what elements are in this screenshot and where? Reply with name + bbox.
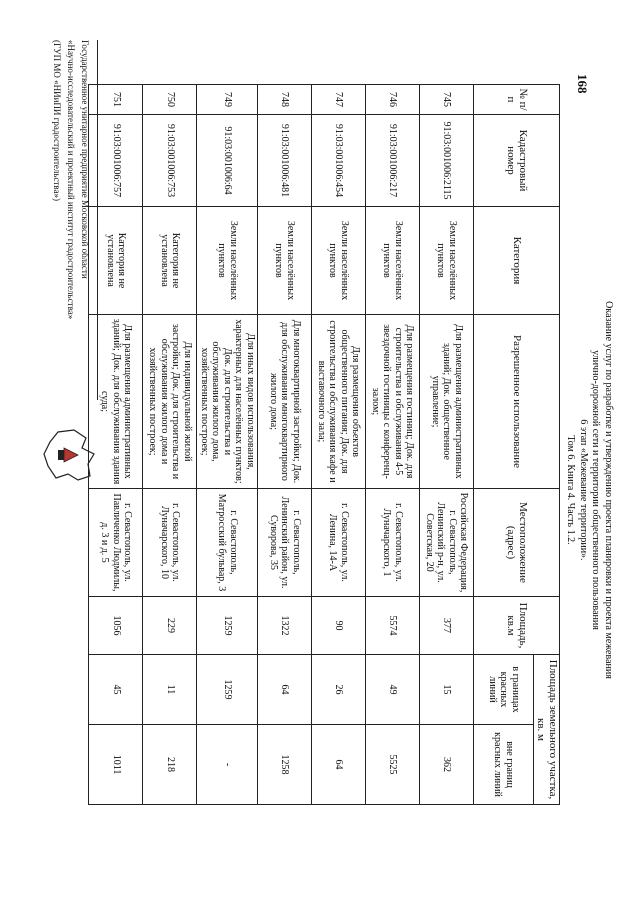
cell-location: г. Севастополь, ул. Луначарского, 1 (366, 489, 420, 597)
cell-use: Для иных видов использования, характерных для населённых пунктов; Док. для строительства и обслуживания жилого дома, хозяйственных построек; (197, 315, 258, 489)
cell-inside: 64 (258, 655, 312, 725)
cell-num: 750 (143, 85, 197, 115)
cell-use: Для многоквартирной застройки; Док. для обслуживания многоквартирного жилого дома; (258, 315, 312, 489)
cell-location: г. Севастополь, ул. Ленина, 14-А (312, 489, 366, 597)
cell-outside: 5525 (366, 725, 420, 805)
cell-location: г. Севастополь, Ленинский район, ул. Суворова, 35 (258, 489, 312, 597)
cell-area: 5574 (366, 597, 420, 655)
cell-outside: - (197, 725, 258, 805)
document-header (564, 250, 614, 730)
cell-location: г. Севастополь, ул. Луначарского, 10 (143, 489, 197, 597)
cell-cadastral: 91:03:001006:757 (89, 115, 143, 207)
header-use: Разрешенное использование (474, 315, 560, 489)
cell-area: 1322 (258, 597, 312, 655)
cell-area: 1259 (197, 597, 258, 655)
table-row (420, 85, 474, 805)
cell-category: Категория не установлена (89, 207, 143, 315)
cell-outside: 64 (312, 725, 366, 805)
cell-category: Земли населённых пунктов (197, 207, 258, 315)
cell-cadastral: 91:03:001006:454 (312, 115, 366, 207)
cell-area: 90 (312, 597, 366, 655)
cell-cadastral: 91:03:001006:217 (366, 115, 420, 207)
land-plot-table (89, 84, 561, 805)
table-row (197, 85, 258, 805)
table-row (366, 85, 420, 805)
cell-num: 747 (312, 85, 366, 115)
cell-inside: 15 (420, 655, 474, 725)
header-line: улично-дорожной сети и территории общественного пользования (590, 350, 602, 630)
footer-line: «Научно-исследовательский и проектный институт градостроительства» (66, 40, 76, 320)
header-line: 6 этап «Межевание территории». (578, 419, 589, 561)
footer-line: (ГУП МО «НИиПИ градостроительства») (52, 40, 62, 202)
cell-num: 748 (258, 85, 312, 115)
cell-num: 749 (197, 85, 258, 115)
cell-use: Для размещения административных зданий; Док. для обслуживания здания суда; (89, 315, 143, 489)
header-line: Оказание услуг по разработке и утверждению проекта планировки и проекта межевания (603, 301, 614, 679)
cell-use: Для размещения объектов общественного питания; Док. для строительства и обслуживания кафе и выставочного зала; (312, 315, 366, 489)
cell-category: Земли населённых пунктов (312, 207, 366, 315)
cell-num: 746 (366, 85, 420, 115)
cell-category: Категория не установлена (143, 207, 197, 315)
cell-cadastral: 91:03:001006:481 (258, 115, 312, 207)
cell-num: 751 (89, 85, 143, 115)
header-num: № п/п (474, 85, 560, 115)
cell-area: 377 (420, 597, 474, 655)
header-area: Площадь, кв.м (474, 597, 560, 655)
cell-category: Земли населённых пунктов (420, 207, 474, 315)
cell-outside: 362 (420, 725, 474, 805)
cell-outside: 1258 (258, 725, 312, 805)
cell-cadastral: 91:03:001006:2115 (420, 115, 474, 207)
cell-cadastral: 91:03:001006:64 (197, 115, 258, 207)
cell-inside: 49 (366, 655, 420, 725)
cell-inside: 45 (89, 655, 143, 725)
table-row (258, 85, 312, 805)
header-inside: в границах красных линий (474, 655, 534, 725)
header-plot-area: Площадь земельного участка, кв. м (534, 655, 560, 805)
cell-location: Российская Федерация, г. Севастополь, Ленинский р-н, ул. Советская, 20 (420, 489, 474, 597)
cell-category: Земли населённых пунктов (258, 207, 312, 315)
cell-outside: 218 (143, 725, 197, 805)
niipi-logo-icon (34, 420, 104, 490)
cell-area: 1056 (89, 597, 143, 655)
cell-inside: 1259 (197, 655, 258, 725)
cell-use: Для индивидуальной жилой застройки; Док. для строительства и обслуживания жилого дома и хозяйственных построек; (143, 315, 197, 489)
cell-category: Земли населённых пунктов (366, 207, 420, 315)
header-cadastral: Кадастровый номер (474, 115, 560, 207)
cell-inside: 26 (312, 655, 366, 725)
footer-rule (97, 40, 98, 400)
cell-outside: 1011 (89, 725, 143, 805)
cell-use: Для размещения административных зданий; Док. общественное управление; (420, 315, 474, 489)
cell-location: г. Севастополь, ул. Павличенко Людмилы, д. 3 и д. 5 (89, 489, 143, 597)
page-number: 168 (575, 74, 590, 94)
table-row (143, 85, 197, 805)
header-location: Местоположение (адрес) (474, 489, 560, 597)
cell-cadastral: 91:03:001006:753 (143, 115, 197, 207)
cell-inside: 11 (143, 655, 197, 725)
cell-num: 745 (420, 85, 474, 115)
cell-location: г. Севастополь, Матросский бульвар, 3 (197, 489, 258, 597)
footer-line: Государственное унитарное предприятие Московской области (80, 40, 90, 279)
header-outside: вне границ красных линий (474, 725, 534, 805)
cell-use: Для размещения гостиниц; Док. для строительства и обслуживания 4-5 звездочной гостиницы с конференц-залом; (366, 315, 420, 489)
header-line: Том 6. Книга 4. Часть 1.2. (565, 435, 577, 545)
header-category: Категория (474, 207, 560, 315)
cell-area: 229 (143, 597, 197, 655)
table-row (312, 85, 366, 805)
